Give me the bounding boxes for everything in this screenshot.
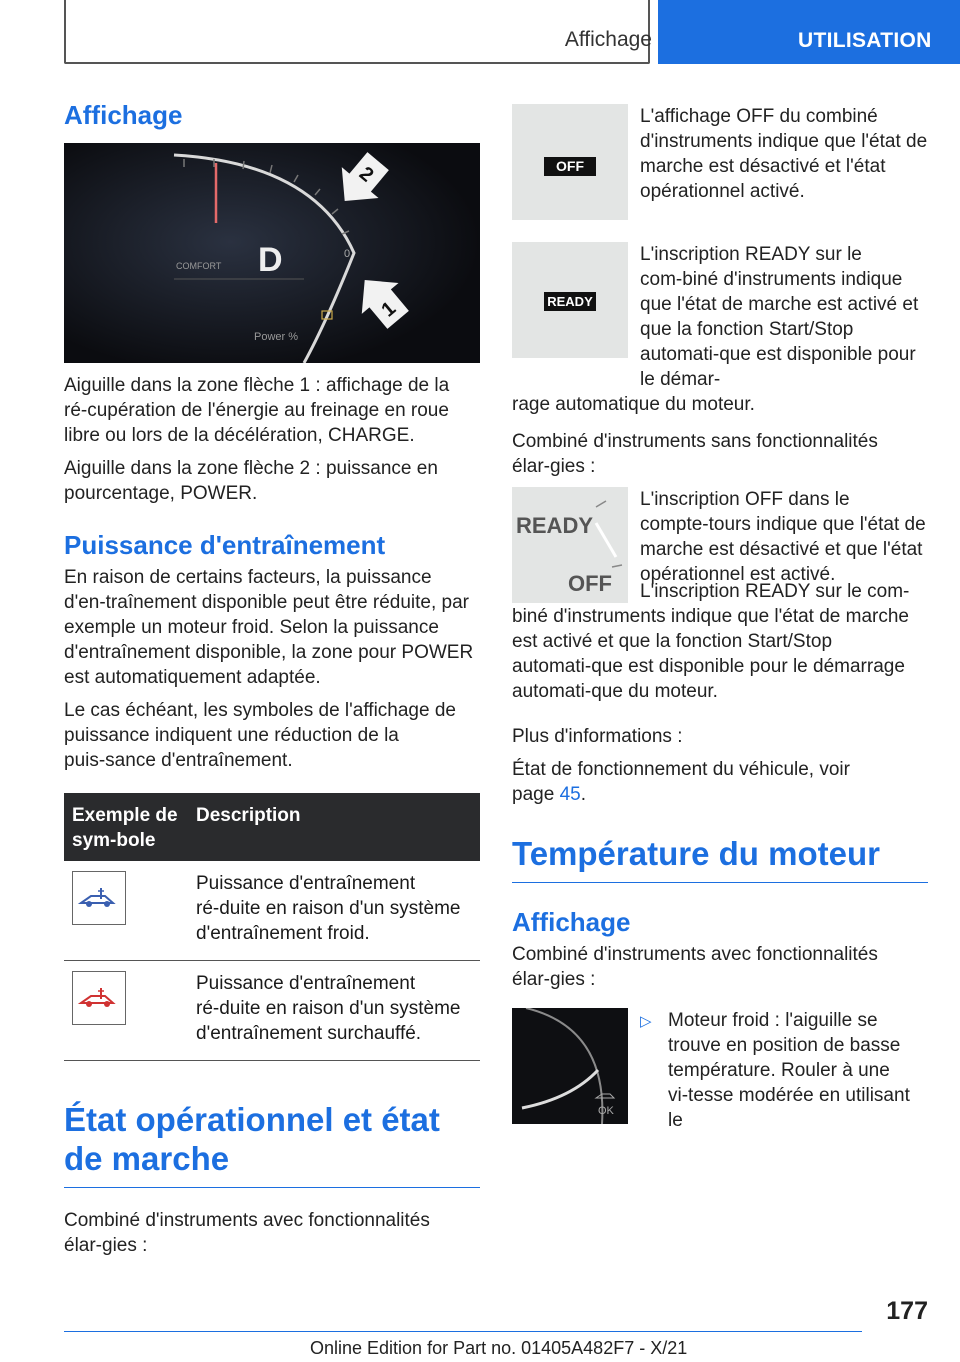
paragraph-arrow-2: Aiguille dans la zone flèche 2 : puissance en pourcentage, POWER. <box>64 458 438 505</box>
off-indicator-image <box>512 104 628 220</box>
table-row <box>64 961 480 1061</box>
bullet-item <box>640 1008 928 1133</box>
cluster-arrow-2-label: 2 <box>354 162 378 187</box>
table-header-symbol: Exemple de sym‑bole <box>64 793 188 861</box>
footer-edition: Online Edition for Part no. 01405A482F7 - X/21 <box>310 1338 688 1358</box>
gauge-off-label: OFF <box>568 571 612 596</box>
table-header-description: Description <box>188 793 480 861</box>
ready-badge: READY <box>544 292 596 311</box>
table-row <box>64 861 480 961</box>
paragraph-combine-avec-2: Combiné d'instruments avec fonctionnalités élar‑gies : <box>512 944 878 991</box>
cluster-comfort-label: COMFORT <box>176 261 222 272</box>
hot-drivetrain-icon <box>72 971 126 1025</box>
symbol-table <box>64 793 480 1061</box>
cluster-illustration <box>64 143 480 363</box>
cluster-arrow-1-label: 1 <box>377 297 401 322</box>
paragraph-puissance: En raison de certains facteurs, la puissance d'en‑traînement disponible peut être réduite, par exemple un moteur froid. Selon la puissance d'entraînement disponible, la zone pour POWER est automatiquement adaptée. <box>64 567 474 689</box>
header-tab <box>64 0 650 64</box>
page-word: page <box>512 784 555 805</box>
cluster-image <box>64 143 480 363</box>
paragraph-arrow-1: Aiguille dans la zone flèche 1 : affichage de la ré‑cupération de l'énergie au freinage en roue libre ou lors de la décélération, CHARGE. <box>64 375 450 447</box>
heading-temperature: Température du moteur <box>512 835 928 883</box>
heading-etat: État opérationnel et état de marche <box>64 1101 480 1188</box>
cluster-zero-label: 0 <box>344 248 351 261</box>
header-section-title: Affichage <box>564 28 652 51</box>
table-row-description: Puissance d'entraînement ré‑duite en raison d'un système d'entraînement froid. <box>188 861 480 961</box>
heading-affichage: Affichage <box>64 100 183 130</box>
paragraph-off-2: L'inscription OFF dans le compte‑tours indique que l'état de marche est désactivé et que l'état opérationnel est activé. <box>640 489 926 585</box>
temp-ok-label: OK <box>598 1105 614 1118</box>
paragraph-combine-sans: Combiné d'instruments sans fonctionnalités élar‑gies : <box>512 431 878 477</box>
ready-indicator-image <box>512 242 628 358</box>
header-chapter-tab[interactable]: UTILISATION <box>658 0 960 64</box>
paragraph-off: L'affichage OFF du combiné d'instruments indique que l'état de marche est désactivé et l'état opérationnel activé. <box>640 106 928 202</box>
cold-drivetrain-icon <box>72 871 126 925</box>
ready-off-gauge-image <box>512 487 628 603</box>
paragraph-ready-2a: L'inscription READY sur le com‑ <box>640 581 910 602</box>
left-column <box>64 100 480 1258</box>
temperature-gauge-image <box>512 1008 628 1124</box>
page-number: 177 <box>886 1297 928 1325</box>
footer-divider <box>64 1331 862 1332</box>
paragraph-combine-avec: Combiné d'instruments avec fonctionnalités élar‑gies : <box>64 1210 430 1257</box>
period: . <box>580 784 586 805</box>
paragraph-plus: Plus d'informations : <box>512 726 683 747</box>
paragraph-ready-b: rage automatique du moteur. <box>512 394 755 415</box>
paragraph-etat-b <box>512 782 928 807</box>
triangle-bullet-icon: ▷ <box>640 1013 652 1031</box>
right-column <box>512 104 928 1133</box>
cluster-gear-label: D <box>258 241 283 280</box>
page-45-link[interactable]: 45 <box>559 784 581 805</box>
cluster-power-label: Power % <box>254 331 299 344</box>
off-badge: OFF <box>544 157 596 176</box>
paragraph-symboles: Le cas échéant, les symboles de l'affichage de puissance indiquent une réduction de la puis‑sance d'entraînement. <box>64 700 456 772</box>
bullet-text: Moteur froid : l'aiguille se trouve en position de basse température. Rouler à une vi‑tesse modérée en utilisant le <box>668 1010 910 1132</box>
gauge-ready-label: READY <box>516 513 594 538</box>
table-row-description: Puissance d'entraînement ré‑duite en raison d'un système d'entraînement surchauffé. <box>188 961 480 1061</box>
paragraph-ready-a: L'inscription READY sur le com‑biné d'instruments indique que l'état de marche est activé et que la fonction Start/Stop automati‑que est disponible pour le démar‑ <box>640 244 919 390</box>
paragraph-etat-a: État de fonctionnement du véhicule, voir <box>512 759 850 780</box>
heading-puissance: Puissance d'entraînement <box>64 530 386 561</box>
paragraph-ready-2b: biné d'instruments indique que l'état de marche est activé et que la fonction Start/Stop automati‑que est disponible pour le démarrage automati‑que du moteur. <box>512 606 909 702</box>
heading-affichage-2: Affichage <box>512 906 631 937</box>
